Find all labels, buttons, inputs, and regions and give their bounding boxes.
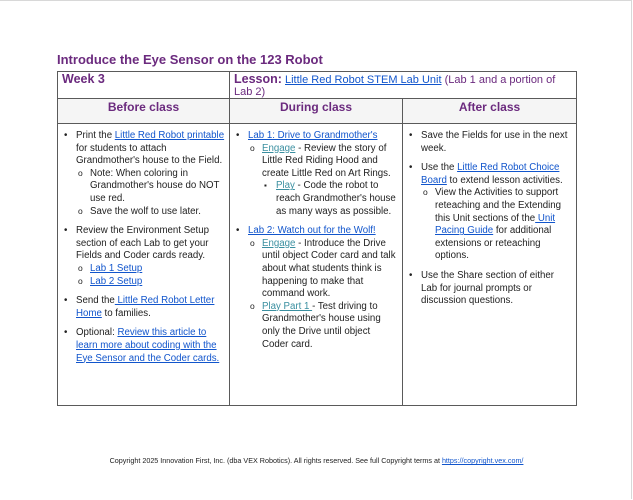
article-link[interactable]: Review this article to learn more about coding with the Eye Sensor and the Coder cards. xyxy=(76,327,220,364)
letter-home-link[interactable]: Little Red Robot Letter Home xyxy=(76,295,215,319)
list-item: ▪ Play - Code the robot to reach Grandmother's house as many ways as possible. xyxy=(262,180,398,218)
choice-board-link[interactable]: Little Red Robot Choice Board xyxy=(421,162,560,186)
lab2-play-link[interactable]: Play Part 1 xyxy=(262,300,313,312)
copyright-footer: Copyright 2025 Innovation First, Inc. (dba VEX Robotics). All rights reserved. See full Copyright terms at https://copyright.vex.com/ xyxy=(109,456,524,465)
list-item: o Play Part 1 - Test driving to Grandmother's house using only the Drive until object Coder card. xyxy=(248,301,398,351)
printable-link[interactable]: Little Red Robot printable xyxy=(114,130,225,141)
list-item: • Use the Share section of either Lab for journal prompts or discussion questions. xyxy=(407,270,572,308)
pacing-guide-link[interactable]: Unit Pacing Guide xyxy=(435,212,556,237)
list-item xyxy=(234,130,398,218)
lab2-link[interactable]: Lab 2: Watch out for the Wolf! xyxy=(248,225,376,237)
list-item: o Engage - Review the story of Little Red Riding Hood and create Little Red on Art Rings. ▪ Play - Code the robot to reach Grandmother's house as many ways as possible. xyxy=(248,143,398,219)
lab1-play-link[interactable]: Play xyxy=(276,180,295,192)
header-during-class: During class xyxy=(230,99,403,124)
list-item: • Save the Fields for use in the next week. xyxy=(407,130,572,155)
list-item xyxy=(76,263,225,276)
lesson-link[interactable]: Little Red Robot STEM Lab Unit xyxy=(285,74,442,86)
lab1-link[interactable]: Lab 1: Drive to Grandmother's xyxy=(248,130,378,141)
list-item: o Note: When coloring in Grandmother's house do NOT use red. xyxy=(76,168,225,206)
lesson-note: (Lab 1 and a portion of Lab 2) xyxy=(234,74,556,98)
list-item: • Use the Little Red Robot Choice Board to extend lesson activities. o View the Activities to support reteaching and the Extending this Unit sections of the Unit Pacing Guide for additional extensions or reteaching options. xyxy=(407,162,572,263)
lesson-label: Lesson: xyxy=(234,72,282,86)
lab2-engage-link[interactable]: Engage xyxy=(262,237,296,249)
content-row xyxy=(58,124,577,406)
lab1-engage-link[interactable]: Engage xyxy=(262,142,296,154)
list-item: o View the Activities to support reteaching and the Extending this Unit sections of the Unit Pacing Guide for additional extensions or reteaching options. xyxy=(421,187,572,263)
list-item: • Send the Little Red Robot Letter Home to families. xyxy=(62,295,225,320)
list-item: o Save the wolf to use later. xyxy=(76,206,225,219)
after-class-cell xyxy=(403,124,577,406)
during-class-cell xyxy=(230,124,403,406)
lesson-cell xyxy=(230,72,577,99)
list-item xyxy=(234,225,398,351)
document-title: Introduce the Eye Sensor on the 123 Robot xyxy=(57,52,323,67)
lesson-plan-table xyxy=(57,71,577,406)
list-item: • Review the Environment Setup section of each Lab to get your Fields and Coder cards ready. o Lab 1 Setup o Lab 2 Setup xyxy=(62,225,225,288)
lab1-setup-link[interactable]: Lab 1 Setup xyxy=(90,262,143,274)
list-item: o Engage - Introduce the Drive until object Coder card and talk about what students think is happening to make that command work. xyxy=(248,238,398,301)
header-after-class: After class xyxy=(403,99,577,124)
column-header-row xyxy=(58,99,577,124)
list-item xyxy=(76,276,225,289)
week-row xyxy=(58,72,577,99)
week-label: Week 3 xyxy=(58,72,230,99)
before-class-cell xyxy=(58,124,230,406)
copyright-link[interactable]: https://copyright.vex.com/ xyxy=(441,456,524,465)
list-item: • Print the Little Red Robot printable for students to attach Grandmother's house to the Field. o Note: When coloring in Grandmother's house do NOT use red. o Save the wolf to use later. xyxy=(62,130,225,218)
header-before-class: Before class xyxy=(58,99,230,124)
list-item: • Optional: Review this article to learn more about coding with the Eye Sensor and the Coder cards. xyxy=(62,327,225,365)
lab2-setup-link[interactable]: Lab 2 Setup xyxy=(90,275,143,287)
